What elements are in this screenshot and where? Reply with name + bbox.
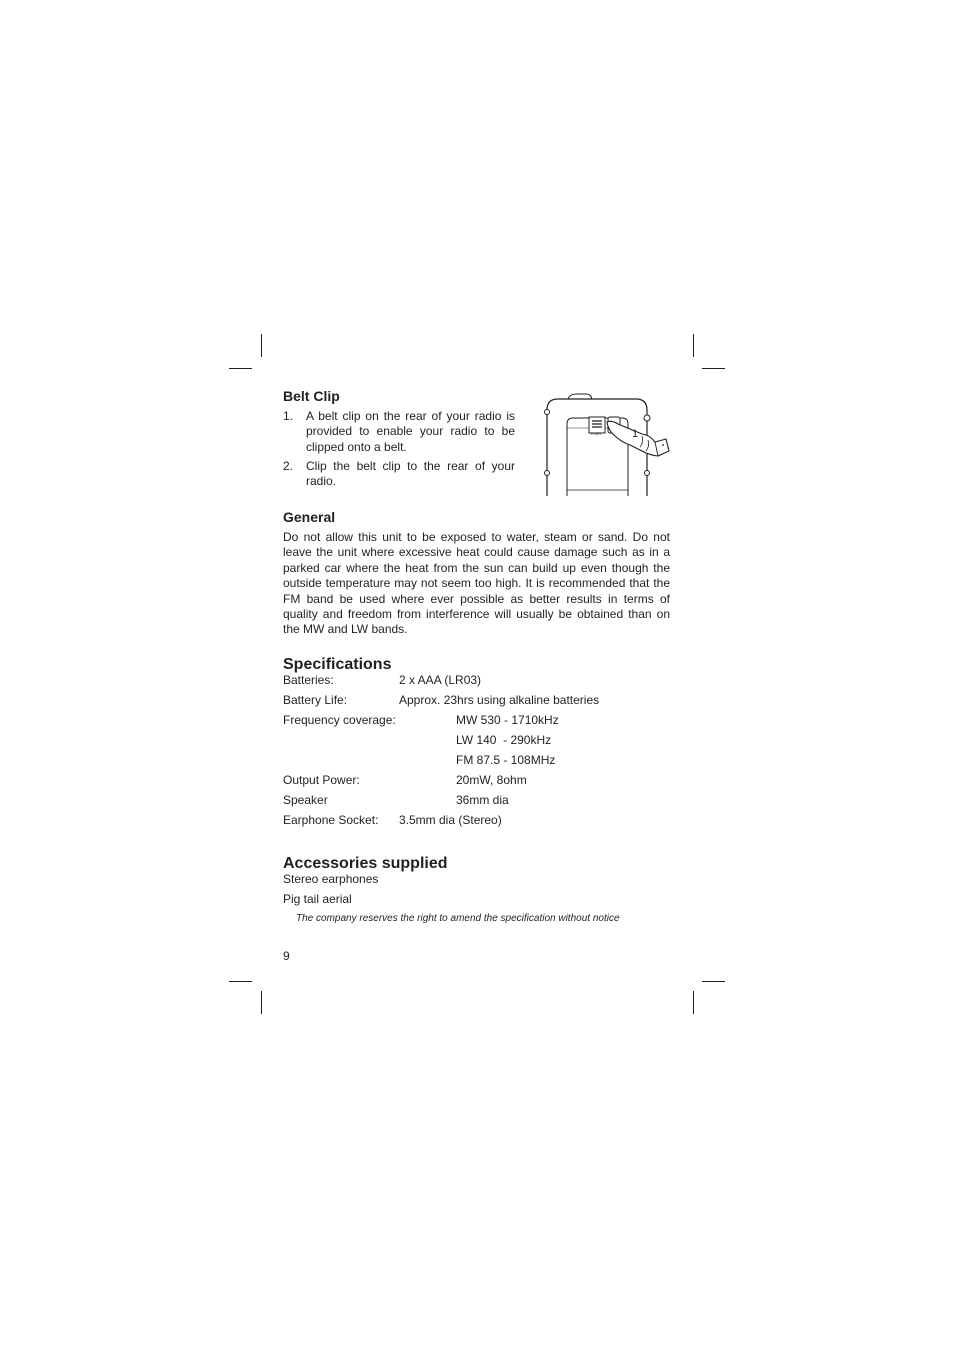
- belt-clip-illustration: [538, 390, 673, 498]
- specifications-heading: Specifications: [283, 656, 392, 673]
- list-number: 2.: [283, 459, 294, 473]
- push-label: PUSH: [591, 432, 601, 436]
- list-item: [283, 409, 515, 455]
- crop-mark: [261, 991, 262, 1014]
- crop-mark: [693, 334, 694, 357]
- list-text: Clip the belt clip to the rear of your radio.: [306, 459, 515, 489]
- figure-callout: 1: [632, 428, 639, 440]
- spec-row: [283, 712, 683, 728]
- spec-value: 2 x AAA (LR03): [399, 673, 482, 687]
- spec-value: 3.5mm dia (Stereo): [399, 813, 502, 827]
- spec-row: [283, 692, 683, 708]
- spec-label: Speaker: [283, 793, 328, 807]
- list-number: 1.: [283, 409, 294, 423]
- spec-row: [283, 792, 683, 808]
- general-paragraph: Do not allow this unit to be exposed to water, steam or sand. Do not leave the unit where excessive heat could cause damage such as in a parked car where the heat from the sun can build up even though the outside temperature may not seem too high. It is recommended that the FM band be used where ever possible as better results in terms of quality and freedom from interference will usually be obtained than on the MW and LW bands.: [283, 530, 670, 637]
- crop-mark: [693, 991, 694, 1014]
- spec-row: [283, 812, 683, 828]
- spec-row: [283, 772, 683, 788]
- belt-clip-heading: Belt Clip: [283, 388, 340, 404]
- crop-mark: [702, 368, 725, 369]
- spec-label: Output Power:: [283, 773, 360, 787]
- crop-mark: [261, 334, 262, 357]
- crop-mark: [229, 368, 252, 369]
- spec-value: Approx. 23hrs using alkaline batteries: [399, 693, 600, 707]
- spec-label: Earphone Socket:: [283, 813, 379, 827]
- page-number: 9: [283, 949, 290, 963]
- spec-row: [283, 672, 683, 688]
- accessory-item: Pig tail aerial: [283, 892, 352, 906]
- general-heading: General: [283, 509, 336, 525]
- accessory-item: Stereo earphones: [283, 872, 379, 886]
- spec-value: 20mW, 8ohm: [456, 773, 527, 787]
- crop-mark: [229, 981, 252, 982]
- spec-row: [283, 732, 683, 748]
- crop-mark: [702, 981, 725, 982]
- accessories-heading: Accessories supplied: [283, 855, 448, 872]
- spec-value: FM 87.5 - 108MHz: [456, 753, 556, 767]
- spec-label: Frequency coverage:: [283, 713, 396, 727]
- spec-value: MW 530 - 1710kHz: [456, 713, 559, 727]
- list-item: [283, 459, 515, 490]
- list-text: A belt clip on the rear of your radio is provided to enable your radio to be clipped onto a belt.: [306, 409, 515, 454]
- spec-label: Batteries:: [283, 673, 334, 687]
- spec-row: [283, 752, 683, 768]
- spec-value: 36mm dia: [456, 793, 509, 807]
- disclaimer-note: The company reserves the right to amend the specification without notice: [296, 913, 620, 924]
- spec-label: Battery Life:: [283, 693, 348, 707]
- spec-value: LW 140 - 290kHz: [456, 733, 552, 747]
